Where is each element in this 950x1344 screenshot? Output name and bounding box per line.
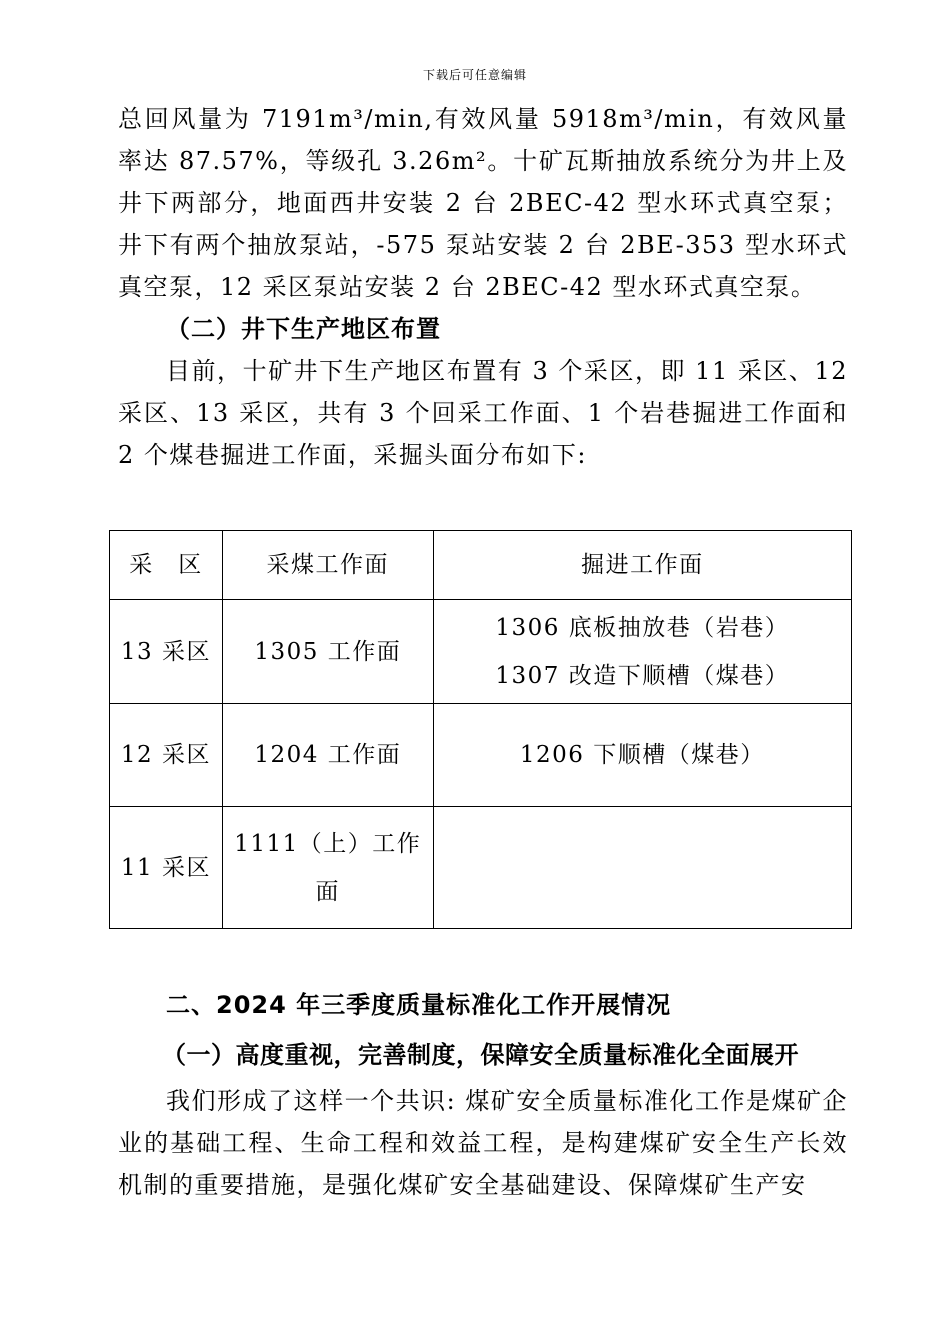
section-title: 二、2024 年三季度质量标准化工作开展情况 (166, 991, 672, 1019)
tunnel-line: 1306 底板抽放巷（岩巷） (495, 614, 790, 641)
cell-area: 13 采区 (110, 600, 223, 704)
header-mining: 采煤工作面 (222, 531, 433, 600)
heading-production-layout: （二）井下生产地区布置 (166, 315, 441, 343)
upper-content (118, 98, 848, 476)
cell-area: 11 采区 (110, 807, 223, 929)
cell-mining: 1111（上）工作面 (222, 807, 433, 929)
cell-tunnel (433, 807, 851, 929)
header-tunnel: 掘进工作面 (433, 531, 851, 600)
paragraph-layout: 目前，十矿井下生产地区布置有 3 个采区，即 11 采区、12 采区、13 采区，共有 3 个回采工作面、1 个岩巷掘进工作面和 2 个煤巷掘进工作面，采掘头面分布如下: (118, 357, 848, 469)
cell-tunnel (433, 600, 851, 704)
page-header: 下载后可任意编辑 (422, 68, 527, 82)
paragraph-consensus: 我们形成了这样一个共识: 煤矿安全质量标准化工作是煤矿企业的基础工程、生命工程和效益工程，是构建煤矿安全生产长效机制的重要措施，是强化煤矿安全基础建设、保障煤矿生产安 (118, 1087, 848, 1199)
table-row (110, 807, 852, 929)
cell-mining: 1305 工作面 (222, 600, 433, 704)
tunnel-line: 1206 下顺槽（煤巷） (519, 742, 765, 768)
table-row (110, 704, 852, 807)
cell-mining: 1204 工作面 (222, 704, 433, 807)
cell-tunnel (433, 704, 851, 807)
tunnel-line: 1307 改造下顺槽（煤巷） (495, 662, 790, 689)
cell-area: 12 采区 (110, 704, 223, 807)
header-area: 采 区 (110, 531, 223, 600)
paragraph-ventilation: 总回风量为 7191m³/min,有效风量 5918m³/min，有效风量率达 87.57%，等级孔 3.26m²。十矿瓦斯抽放系统分为井上及井下两部分，地面西井安装 2 台 2BEC-42 型水环式真空泵；井下有两个抽放泵站，-575 泵站安装 2 台 2BE-353 型水环式真空泵，12 采区泵站安装 2 台 2BEC-42 型水环式真空泵。 (118, 105, 848, 301)
table-row (110, 600, 852, 704)
lower-content (118, 984, 848, 1206)
heading-emphasis: （一）高度重视，完善制度，保障安全质量标准化全面展开 (162, 1041, 799, 1069)
mining-table (109, 530, 852, 929)
table-header-row (110, 531, 852, 600)
